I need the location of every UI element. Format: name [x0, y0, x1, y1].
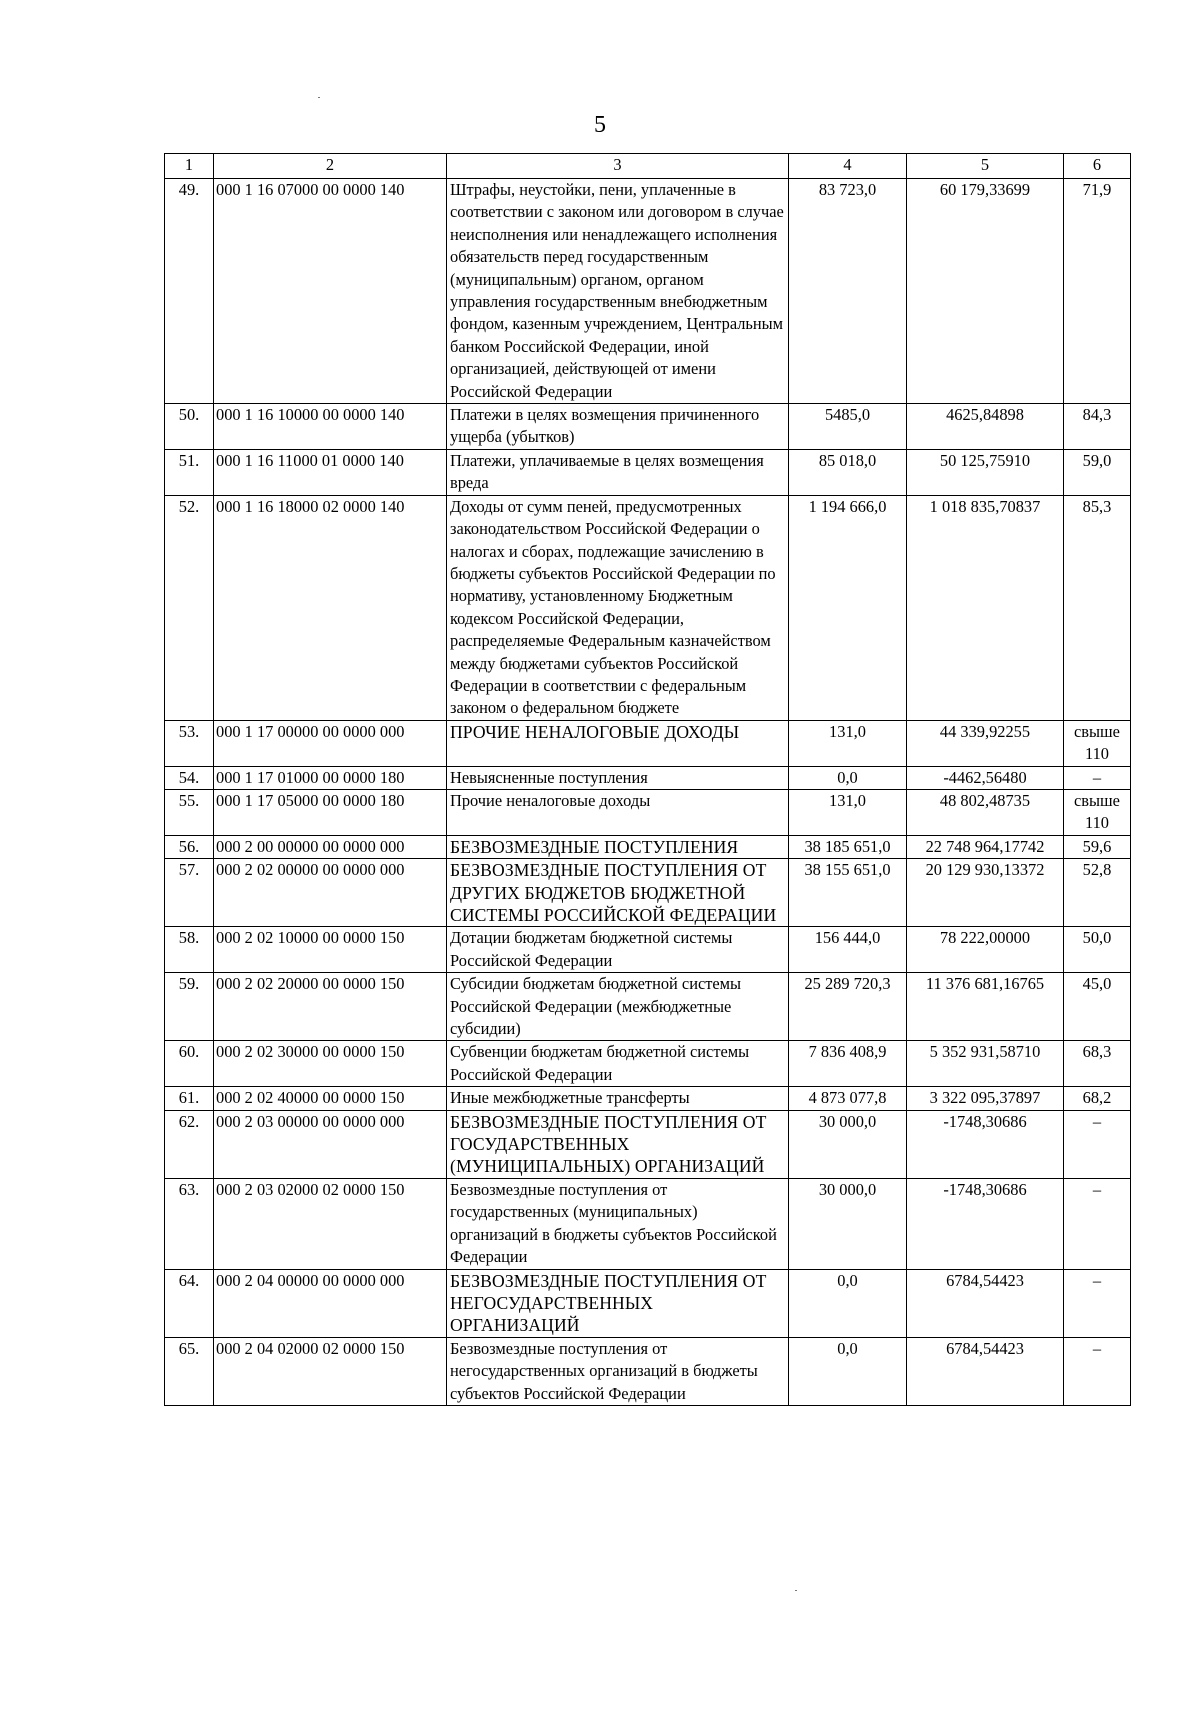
row-number: 56. — [165, 835, 214, 858]
planned-amount: 1 194 666,0 — [789, 495, 907, 720]
budget-code: 000 2 03 00000 00 0000 000 — [214, 1110, 447, 1178]
budget-code: 000 2 02 40000 00 0000 150 — [214, 1087, 447, 1110]
column-header: 6 — [1064, 154, 1131, 179]
table-row — [165, 1337, 1131, 1405]
budget-code: 000 2 00 00000 00 0000 000 — [214, 835, 447, 858]
revenue-name: Субвенции бюджетам бюджетной системы Российской Федерации — [447, 1041, 789, 1087]
column-header: 1 — [165, 154, 214, 179]
table-row — [165, 179, 1131, 404]
row-number: 61. — [165, 1087, 214, 1110]
planned-amount: 30 000,0 — [789, 1178, 907, 1269]
column-header: 4 — [789, 154, 907, 179]
actual-amount: 11 376 681,16765 — [907, 973, 1064, 1041]
actual-amount: 3 322 095,37897 — [907, 1087, 1064, 1110]
row-number: 49. — [165, 179, 214, 404]
budget-code: 000 1 16 07000 00 0000 140 — [214, 179, 447, 404]
table-row — [165, 973, 1131, 1041]
revenue-name: Платежи в целях возмещения причиненного ущерба (убытков) — [447, 404, 789, 450]
budget-code: 000 2 03 02000 02 0000 150 — [214, 1178, 447, 1269]
revenue-name: БЕЗВОЗМЕЗДНЫЕ ПОСТУПЛЕНИЯ ОТ ДРУГИХ БЮДЖЕТОВ БЮДЖЕТНОЙ СИСТЕМЫ РОССИЙСКОЙ ФЕДЕРАЦИИ — [447, 859, 789, 927]
budget-code: 000 1 17 00000 00 0000 000 — [214, 720, 447, 766]
actual-amount: 50 125,75910 — [907, 449, 1064, 495]
revenue-name: Доходы от сумм пеней, предусмотренных законодательством Российской Федерации о налогах и сборах, подлежащие зачислению в бюджеты субъектов Российской Федерации по нормативу, установленному Бюджетным кодексом Российской Федерации, распределяемые Федеральным казначейством между бюджетами субъектов Российской Федерации в соответствии с федеральным законом о федеральном бюджете — [447, 495, 789, 720]
table-row — [165, 766, 1131, 789]
planned-amount: 131,0 — [789, 720, 907, 766]
row-number: 53. — [165, 720, 214, 766]
table-row — [165, 835, 1131, 858]
budget-code: 000 1 17 01000 00 0000 180 — [214, 766, 447, 789]
budget-code: 000 1 17 05000 00 0000 180 — [214, 789, 447, 835]
table-row — [165, 789, 1131, 835]
planned-amount: 4 873 077,8 — [789, 1087, 907, 1110]
actual-amount: 4625,84898 — [907, 404, 1064, 450]
execution-percent: 59,6 — [1064, 835, 1131, 858]
scan-speck — [795, 1590, 797, 1591]
actual-amount: 78 222,00000 — [907, 927, 1064, 973]
row-number: 54. — [165, 766, 214, 789]
row-number: 57. — [165, 859, 214, 927]
revenue-name: БЕЗВОЗМЕЗДНЫЕ ПОСТУПЛЕНИЯ — [447, 835, 789, 858]
row-number: 62. — [165, 1110, 214, 1178]
table-row — [165, 1087, 1131, 1110]
actual-amount: 48 802,48735 — [907, 789, 1064, 835]
row-number: 63. — [165, 1178, 214, 1269]
table-row — [165, 1269, 1131, 1337]
revenue-name: БЕЗВОЗМЕЗДНЫЕ ПОСТУПЛЕНИЯ ОТ ГОСУДАРСТВЕННЫХ (МУНИЦИПАЛЬНЫХ) ОРГАНИЗАЦИЙ — [447, 1110, 789, 1178]
revenue-name: Прочие неналоговые доходы — [447, 789, 789, 835]
execution-percent: 52,8 — [1064, 859, 1131, 927]
budget-code: 000 1 16 11000 01 0000 140 — [214, 449, 447, 495]
revenue-name: БЕЗВОЗМЕЗДНЫЕ ПОСТУПЛЕНИЯ ОТ НЕГОСУДАРСТВЕННЫХ ОРГАНИЗАЦИЙ — [447, 1269, 789, 1337]
planned-amount: 0,0 — [789, 766, 907, 789]
execution-percent: – — [1064, 1178, 1131, 1269]
table-row — [165, 495, 1131, 720]
execution-percent: – — [1064, 766, 1131, 789]
revenue-name: Штрафы, неустойки, пени, уплаченные в соответствии с законом или договором в случае неисполнения или ненадлежащего исполнения обязательств перед государственным (муниципальным) органом, органом управления государственным внебюджетным фондом, казенным учреждением, Центральным банком Российской Федерации, иной организацией, действующей от имени Российской Федерации — [447, 179, 789, 404]
column-header: 2 — [214, 154, 447, 179]
planned-amount: 38 185 651,0 — [789, 835, 907, 858]
table-body — [165, 179, 1131, 1406]
planned-amount: 7 836 408,9 — [789, 1041, 907, 1087]
execution-percent: 68,3 — [1064, 1041, 1131, 1087]
table-row — [165, 720, 1131, 766]
actual-amount: 5 352 931,58710 — [907, 1041, 1064, 1087]
actual-amount: -1748,30686 — [907, 1178, 1064, 1269]
planned-amount: 30 000,0 — [789, 1110, 907, 1178]
planned-amount: 131,0 — [789, 789, 907, 835]
actual-amount: -4462,56480 — [907, 766, 1064, 789]
budget-code: 000 2 02 30000 00 0000 150 — [214, 1041, 447, 1087]
execution-percent: свыше 110 — [1064, 720, 1131, 766]
table-row — [165, 449, 1131, 495]
actual-amount: 44 339,92255 — [907, 720, 1064, 766]
budget-code: 000 1 16 10000 00 0000 140 — [214, 404, 447, 450]
execution-percent: 50,0 — [1064, 927, 1131, 973]
row-number: 64. — [165, 1269, 214, 1337]
planned-amount: 156 444,0 — [789, 927, 907, 973]
row-number: 55. — [165, 789, 214, 835]
page-number: 5 — [594, 112, 606, 138]
revenue-name: ПРОЧИЕ НЕНАЛОГОВЫЕ ДОХОДЫ — [447, 720, 789, 766]
revenue-name: Дотации бюджетам бюджетной системы Российской Федерации — [447, 927, 789, 973]
actual-amount: 20 129 930,13372 — [907, 859, 1064, 927]
row-number: 58. — [165, 927, 214, 973]
planned-amount: 83 723,0 — [789, 179, 907, 404]
revenue-name: Безвозмездные поступления от государственных (муниципальных) организаций в бюджеты субъектов Российской Федерации — [447, 1178, 789, 1269]
planned-amount: 25 289 720,3 — [789, 973, 907, 1041]
budget-code: 000 2 04 02000 02 0000 150 — [214, 1337, 447, 1405]
row-number: 51. — [165, 449, 214, 495]
planned-amount: 5485,0 — [789, 404, 907, 450]
column-header: 3 — [447, 154, 789, 179]
budget-code: 000 2 02 20000 00 0000 150 — [214, 973, 447, 1041]
table-row — [165, 1178, 1131, 1269]
budget-code: 000 2 02 10000 00 0000 150 — [214, 927, 447, 973]
execution-percent: 84,3 — [1064, 404, 1131, 450]
actual-amount: 60 179,33699 — [907, 179, 1064, 404]
execution-percent: 85,3 — [1064, 495, 1131, 720]
planned-amount: 85 018,0 — [789, 449, 907, 495]
row-number: 65. — [165, 1337, 214, 1405]
execution-percent: – — [1064, 1269, 1131, 1337]
revenue-name: Субсидии бюджетам бюджетной системы Российской Федерации (межбюджетные субсидии) — [447, 973, 789, 1041]
column-header: 5 — [907, 154, 1064, 179]
row-number: 50. — [165, 404, 214, 450]
revenue-name: Невыясненные поступления — [447, 766, 789, 789]
budget-code: 000 2 04 00000 00 0000 000 — [214, 1269, 447, 1337]
budget-code: 000 1 16 18000 02 0000 140 — [214, 495, 447, 720]
actual-amount: 6784,54423 — [907, 1269, 1064, 1337]
table-row — [165, 1041, 1131, 1087]
table-row — [165, 927, 1131, 973]
budget-table — [164, 153, 1131, 1406]
revenue-name: Платежи, уплачиваемые в целях возмещения вреда — [447, 449, 789, 495]
row-number: 60. — [165, 1041, 214, 1087]
planned-amount: 0,0 — [789, 1337, 907, 1405]
actual-amount: 6784,54423 — [907, 1337, 1064, 1405]
planned-amount: 0,0 — [789, 1269, 907, 1337]
execution-percent: 45,0 — [1064, 973, 1131, 1041]
execution-percent: – — [1064, 1337, 1131, 1405]
execution-percent: свыше 110 — [1064, 789, 1131, 835]
actual-amount: 1 018 835,70837 — [907, 495, 1064, 720]
row-number: 59. — [165, 973, 214, 1041]
budget-code: 000 2 02 00000 00 0000 000 — [214, 859, 447, 927]
header-row — [165, 154, 1131, 179]
table-row — [165, 859, 1131, 927]
execution-percent: 68,2 — [1064, 1087, 1131, 1110]
execution-percent: 59,0 — [1064, 449, 1131, 495]
revenue-name: Безвозмездные поступления от негосударственных организаций в бюджеты субъектов Российской Федерации — [447, 1337, 789, 1405]
execution-percent: – — [1064, 1110, 1131, 1178]
table-row — [165, 404, 1131, 450]
planned-amount: 38 155 651,0 — [789, 859, 907, 927]
execution-percent: 71,9 — [1064, 179, 1131, 404]
scan-speck — [318, 97, 320, 98]
row-number: 52. — [165, 495, 214, 720]
actual-amount: 22 748 964,17742 — [907, 835, 1064, 858]
actual-amount: -1748,30686 — [907, 1110, 1064, 1178]
table-row — [165, 1110, 1131, 1178]
revenue-name: Иные межбюджетные трансферты — [447, 1087, 789, 1110]
